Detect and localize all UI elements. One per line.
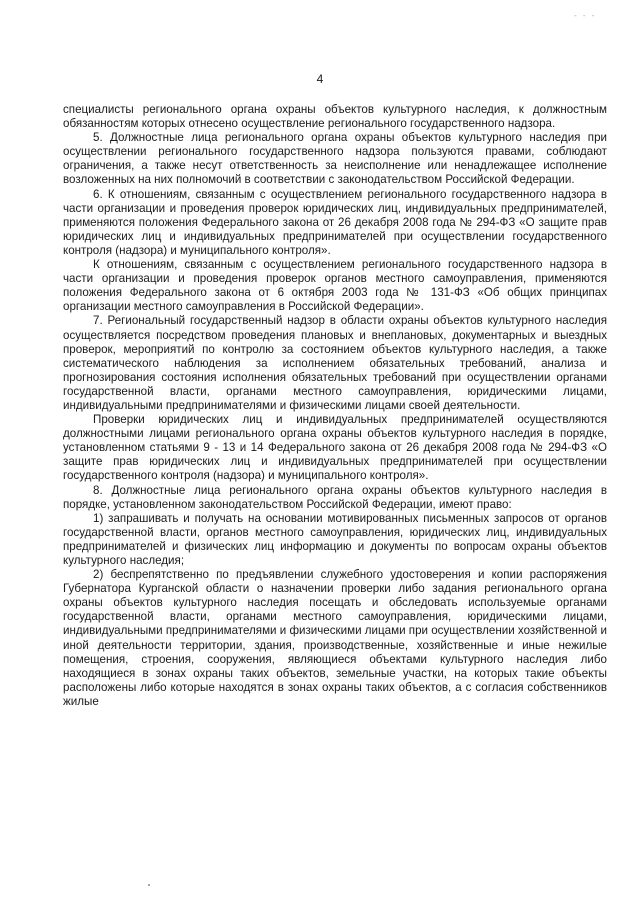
paragraph-item-7-inspections: Проверки юридических лиц и индивидуальных предпринимателей осуществляются должностными лицами регионального органа охраны объектов культурного наследия в порядке, установленном статьями 9 - 13 и 14 Федерального закона от 26 декабря 2008 года № 294-ФЗ «О защите прав юридических лиц и индивидуальных предпринимателей при осуществлении государственного контроля (надзора) и муниципального контроля».: [63, 413, 607, 483]
paragraph-item-5: 5. Должностные лица регионального органа охраны объектов культурного наследия при осуществлении регионального государственного надзора пользуются правами, соблюдают ограничения, а также несут ответственность за неисполнение или ненадлежащее исполнение возложенных на них полномочий в соответствии с законодательством Российской Федерации.: [63, 131, 607, 187]
scan-header-mark: - - -: [574, 11, 597, 20]
scan-artifact-dot: [148, 884, 150, 886]
paragraph-item-7: 7. Региональный государственный надзор в области охраны объектов культурного наследия осуществляется посредством проведения плановых и внеплановых, документарных и выездных проверок, мероприятий по контролю за состоянием объектов культурного наследия, а также систематического наблюдения за исполнением обязательных требований, анализа и прогнозирования состояния исполнения обязательных требований при осуществлении органами государственной власти, органами местного самоуправления, юридическими лицами, индивидуальными предпринимателями и физическими лицами своей деятельности.: [63, 314, 607, 412]
paragraph-item-8: 8. Должностные лица регионального органа охраны объектов культурного наследия в порядке, установленном законодательством Российской Федерации, имеют право:: [63, 483, 607, 511]
document-body: [63, 103, 607, 709]
paragraph-item-6: 6. К отношениям, связанным с осуществлением регионального государственного надзора в части организации и проведения проверок юридических лиц, индивидуальных предпринимателей, применяются положения Федерального закона от 26 декабря 2008 года № 294-ФЗ «О защите прав юридических лиц и индивидуальных предпринимателей при осуществлении государственного контроля (надзора) и муниципального контроля».: [63, 187, 607, 257]
page-number: 4: [316, 72, 324, 86]
paragraph-item-8-subitem-1: 1) запрашивать и получать на основании мотивированных письменных запросов от органов государственной власти, органов местного самоуправления, юридических лиц, индивидуальных предпринимателей и физических лиц информацию и документы по вопросам охраны объектов культурного наследия;: [63, 511, 607, 567]
paragraph-item-8-subitem-2: 2) беспрепятственно по предъявлении служебного удостоверения и копии распоряжения Губернатора Курганской области о назначении проверки либо задания регионального органа охраны объектов культурного наследия посещать и обследовать используемые органами государственной власти, органами местного самоуправления, юридическими лицами, индивидуальными предпринимателями и физическими лицами при осуществлении хозяйственной и иной деятельности территории, здания, производственные, хозяйственные и иные нежилые помещения, строения, сооружения, являющиеся объектами культурного наследия либо находящиеся в зонах охраны таких объектов, земельные участки, на которых такие объекты расположены либо которые находятся в зонах охраны таких объектов, а с согласия собственников жилые: [63, 568, 607, 708]
paragraph-specialists-continuation: специалисты регионального органа охраны объектов культурного наследия, к должностным обязанностям которых отнесено осуществление регионального государственного надзора.: [63, 103, 607, 131]
paragraph-item-6-local-self-government: К отношениям, связанным с осуществлением регионального государственного надзора в части организации и проведения проверок органов местного самоуправления, применяются положения Федерального закона от 6 октября 2003 года № 131-ФЗ «Об общих принципах организации местного самоуправления в Российской Федерации».: [63, 258, 607, 314]
